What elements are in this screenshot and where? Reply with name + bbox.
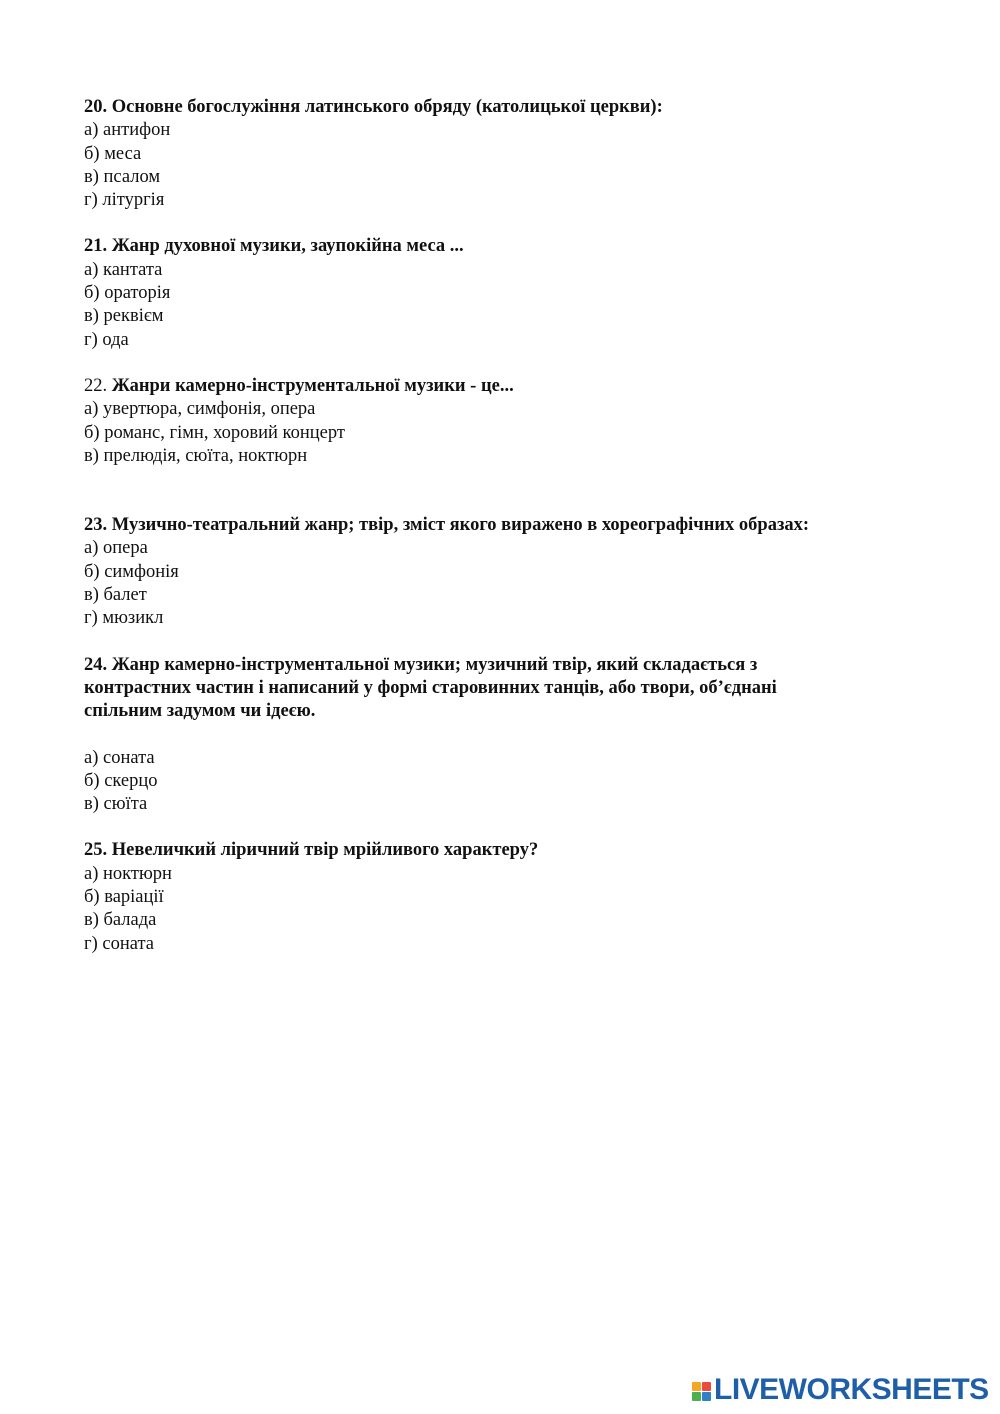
answer-option: а) опера bbox=[84, 538, 148, 559]
answer-option: в) прелюдія, сюїта, ноктюрн bbox=[84, 445, 308, 466]
question-title-line: 24. Жанр камерно-інструментальної музики; музичний твір, який складається з bbox=[84, 654, 758, 675]
answer-option: в) балада bbox=[84, 910, 157, 931]
question-20 bbox=[84, 96, 964, 212]
answer-option: в) реквієм bbox=[84, 306, 164, 327]
question-title: 25. Невеличкий ліричний твір мрійливого характеру? bbox=[84, 840, 539, 861]
question-title-line: контрастних частин і написаний у формі старовинних танців, або твори, об’єднані bbox=[84, 677, 777, 698]
answer-option: а) кантата bbox=[84, 259, 163, 280]
answer-option: г) літургія bbox=[84, 190, 165, 211]
question-title: 20. Основне богослужіння латинського обряду (католицької церкви): bbox=[84, 97, 663, 117]
question-23 bbox=[84, 514, 964, 630]
logo-square bbox=[692, 1392, 701, 1401]
question-text: Жанри камерно-інструментальної музики - це... bbox=[111, 375, 514, 396]
answer-option: а) соната bbox=[84, 747, 155, 768]
answer-option: б) симфонія bbox=[84, 561, 179, 582]
logo-text: LIVEWORKSHEETS bbox=[714, 1373, 989, 1406]
answer-option: в) балет bbox=[84, 585, 147, 606]
logo-square bbox=[702, 1382, 711, 1391]
question-title: 23. Музично-театральний жанр; твір, зміст якого виражено в хореографічних образах: bbox=[84, 515, 810, 536]
question-title bbox=[84, 375, 964, 398]
answer-option: б) скерцо bbox=[84, 770, 158, 791]
answer-option: а) увертюра, симфонія, опера bbox=[84, 399, 316, 420]
question-25 bbox=[84, 839, 964, 955]
liveworksheets-logo-icon bbox=[692, 1382, 711, 1401]
answer-option: в) псалом bbox=[84, 166, 161, 187]
answer-option: г) мюзикл bbox=[84, 608, 164, 629]
liveworksheets-logo bbox=[692, 1374, 989, 1406]
answer-option: б) ораторія bbox=[84, 283, 171, 304]
question-title: 21. Жанр духовної музики, заупокійна меса ... bbox=[84, 236, 464, 257]
answer-option: б) меса bbox=[84, 143, 142, 164]
answer-option: б) варіації bbox=[84, 887, 164, 908]
answer-option: в) сюїта bbox=[84, 794, 148, 815]
answer-option: а) антифон bbox=[84, 120, 171, 141]
worksheet-page bbox=[84, 96, 964, 956]
question-22 bbox=[84, 375, 964, 468]
answer-option: а) ноктюрн bbox=[84, 863, 172, 884]
question-title bbox=[84, 654, 964, 724]
question-24 bbox=[84, 654, 964, 817]
question-title-line: спільним задумом чи ідеєю. bbox=[84, 701, 316, 722]
question-21 bbox=[84, 235, 964, 351]
answer-option: б) романс, гімн, хоровий концерт bbox=[84, 422, 345, 443]
logo-square bbox=[692, 1382, 701, 1391]
logo-square bbox=[702, 1392, 711, 1401]
answer-option: г) ода bbox=[84, 329, 129, 350]
answer-option: г) соната bbox=[84, 933, 154, 954]
question-number: 22. bbox=[84, 375, 108, 396]
